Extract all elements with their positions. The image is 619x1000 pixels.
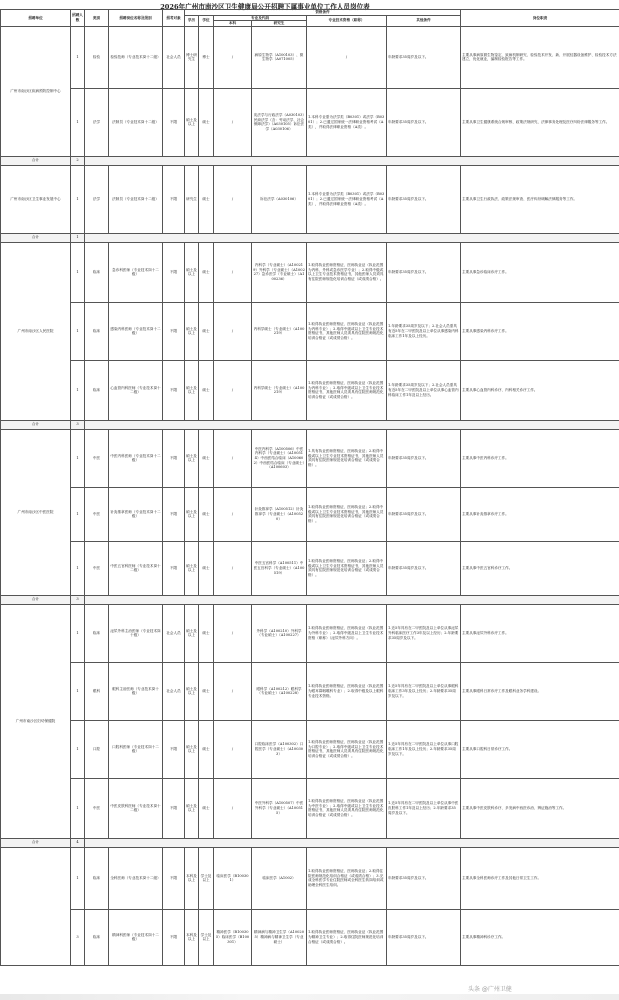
target-cell: 不限 [163, 165, 185, 233]
table-row [1, 720, 619, 778]
target-cell: 不限 [163, 778, 185, 838]
post-cell: 中医五官科医师（专业技术岗十二级） [109, 541, 163, 595]
education-cell: 硕士及以上 [185, 429, 199, 487]
grad-cell: 宪法学与行政法学（A030103）民商法学（含：劳动法学、社会保障法学）（A030105）诉讼法学（A030106） [252, 88, 307, 156]
grad-cell: 眼科学（A100212）眼科学（专业硕士）（A100228） [252, 662, 307, 720]
education-cell: 硕士及以上 [185, 604, 199, 662]
subtotal-count: 2 [71, 156, 85, 165]
duty-cell: 主要从事全科医师诊疗工作及其他日常卫生工作。 [461, 847, 619, 909]
grad-cell: 病原生物学（A100103）、微生物学（A071005） [252, 26, 307, 88]
table-row [1, 26, 619, 88]
unit-cell: 广州市南沙区卫生事业发展中心 [1, 165, 71, 233]
duty-cell: 主要从事卫生行政执法、政策法规审查、医疗纠纷调解法律服务等工作。 [461, 165, 619, 233]
degree-cell: 硕士 [199, 360, 214, 420]
education-cell: 博士研究生 [185, 26, 199, 88]
other-cell: 年龄要求35周岁及以下。 [387, 541, 461, 595]
education-cell: 本科及以上 [185, 847, 199, 909]
header-grad: 研究生 [252, 21, 307, 27]
target-cell: 不限 [163, 242, 185, 302]
category-cell: 中医 [85, 778, 109, 838]
cert-cell: 1.取得执业医师资格证、医师执业证；2.取得中级或以上卫生专业技术资格证书，其他医师人员须具有住院医师规范化培训合格证（或成绩合格）。 [307, 541, 387, 595]
grad-cell: 内科学（专业硕士）（A100219）外科学（专业硕士）（A100227）急诊医学（专业硕士）（A100236） [252, 242, 307, 302]
target-cell: 社会人员 [163, 662, 185, 720]
undergrad-cell: / [214, 165, 252, 233]
degree-cell: 硕士 [199, 165, 214, 233]
count-cell: 1 [71, 541, 85, 595]
post-cell: 泌尿外科主治医师（专业技术岗十级） [109, 604, 163, 662]
duty-cell: 主要从事感染内科诊疗工作。 [461, 302, 619, 360]
cert-cell: / [307, 26, 387, 88]
cert-cell: 1.取得执业医师资格证、医师执业证；2.取得中级或以上卫生专业技术资格证书，其他医师人员须具有住院医师规范化培训合格证（或成绩合格）。 [307, 487, 387, 541]
duty-cell: 主要从事中医内科诊疗工作。 [461, 429, 619, 487]
unit-cell: 广州市南沙区疾病预防控制中心 [1, 26, 71, 156]
category-cell: 临床 [85, 360, 109, 420]
category-cell: 临床 [85, 242, 109, 302]
degree-cell: 硕士 [199, 604, 214, 662]
watermark: 头条 @广州卫健 [468, 986, 512, 993]
subtotal-count: 4 [71, 838, 85, 847]
target-cell: 社会人员 [163, 604, 185, 662]
undergrad-cell: / [214, 487, 252, 541]
undergrad-cell: / [214, 604, 252, 662]
post-cell: 口腔科医师（专业技术岗十二级） [109, 720, 163, 778]
cert-cell: 1.取得执业医师资格证、医师执业证（执业范围为内科专业）；2.取得中级或以上卫生专业技术资格证书，其他医师人员须具有住院医师规范化培训合格证（或成绩合格）。 [307, 360, 387, 420]
header-count: 招聘人数 [71, 10, 85, 27]
education-cell: 硕士及以上 [185, 778, 199, 838]
subtotal-label: 合计 [1, 233, 71, 242]
other-cell: 1.近5年具有在二甲医院及以上单位从事泌尿外科临床医疗工作3年及以上经历；2.年龄要求35周岁及以下。 [387, 604, 461, 662]
category-cell: 中医 [85, 541, 109, 595]
undergrad-cell: / [214, 360, 252, 420]
count-cell: 1 [71, 487, 85, 541]
degree-cell: 硕士 [199, 720, 214, 778]
undergrad-cell: / [214, 302, 252, 360]
grad-cell: 临床医学（A1002） [252, 847, 307, 909]
table-row [1, 360, 619, 420]
post-cell: 检验技师（专业技术岗十二级） [109, 26, 163, 88]
count-cell: 1 [71, 88, 85, 156]
other-cell: 1.近5年具有在二甲医院及以上单位从事眼科临床工作3年及以上经历；2.年龄要求35周岁及以下。 [387, 662, 461, 720]
undergrad-cell: / [214, 88, 252, 156]
other-cell: 年龄要求35周岁及以下。 [387, 26, 461, 88]
duty-cell: 主要从事针灸推拿诊疗工作。 [461, 487, 619, 541]
grad-cell: 内科学硕士（专业硕士）（A100219） [252, 360, 307, 420]
unit-cell [1, 847, 71, 965]
count-cell: 3 [71, 909, 85, 965]
education-cell: 硕士及以上 [185, 487, 199, 541]
degree-cell: 硕士 [199, 662, 214, 720]
bottom-blur-strip [0, 994, 619, 1000]
grad-cell: 口腔临床医学（A100302）口腔医学（专业硕士）（A100303） [252, 720, 307, 778]
cert-cell: 1.取得执业医师资格证、医师执业证（执业范围为内科、外科或急诊医学专业）；2.取得中级或以上卫生专业技术资格证书，其他医师人员须具有住院医师规范化培训合格证（或成绩合格）。 [307, 242, 387, 302]
cert-cell: 1.具有执业医师资格证、医师执业证；2.取得中级或以上卫生专业技术资格证书，其他医师人员须具有住院医师规范化培训合格证（或成绩合格）。 [307, 429, 387, 487]
degree-cell: 硕士 [199, 778, 214, 838]
grad-cell: 中医外科学（A100507）中医外科学（专业硕士）（A100515） [252, 778, 307, 838]
cert-cell: 1.本科专业需为法学类（B0301）或法学（B0301）；2.已通过国家统一法律职业资格考试（A类），并取得法律职业资格（A类）。 [307, 88, 387, 156]
other-cell: 1.近5年具有在二甲医院及以上单位从事口腔临床工作1年及以上经历；2.年龄要求35周岁及以下。 [387, 720, 461, 778]
table-row [1, 847, 619, 909]
education-cell: 硕士及以上 [185, 88, 199, 156]
duty-cell: 主要从事眼科日常诊疗工作及眼科业务学科建设。 [461, 662, 619, 720]
subtotal-label: 合计 [1, 838, 71, 847]
category-cell: 临床 [85, 909, 109, 965]
degree-cell: 硕士 [199, 302, 214, 360]
duty-cell: 主要从事心血管内科诊疗、内科相关诊疗工作。 [461, 360, 619, 420]
subtotal-label: 合计 [1, 595, 71, 604]
post-cell: 中医皮肤科医师（专业技术岗十二级） [109, 778, 163, 838]
post-cell: 全科医师（专业技术岗十二级） [109, 847, 163, 909]
degree-cell: 硕士 [199, 429, 214, 487]
other-cell: 年龄要求35周岁及以下。 [387, 909, 461, 965]
target-cell: 不限 [163, 302, 185, 360]
degree-cell: 博士 [199, 26, 214, 88]
duty-cell: 主要从事病原微生物鉴定、致病机制研究、检验技术开发、新、开展仪器设备维护、检验技术方法建立，优化就业，编制检验报告等工作。 [461, 26, 619, 88]
other-cell: 年龄要求35周岁及以下。 [387, 847, 461, 909]
education-cell: 硕士及以上 [185, 360, 199, 420]
duty-cell: 主要从事中医五官科诊疗工作。 [461, 541, 619, 595]
education-cell: 研究生 [185, 165, 199, 233]
grad-cell: 中医内科学（A100506）中医内科学（专业硕士）（A100514）中西医结合临床（A100602）中西医结合临床（专业硕士）（A100603） [252, 429, 307, 487]
category-cell: 中医 [85, 429, 109, 487]
grad-cell: 外科学（A100210）外科学（专业硕士）（A100227） [252, 604, 307, 662]
table-row [1, 909, 619, 965]
header-target: 招考对象 [163, 10, 185, 27]
duty-cell: 主要从事中医皮肤科诊疗、多发病中西医诊治、辨证施治等工作。 [461, 778, 619, 838]
header-major: 专业及代码 [214, 15, 307, 21]
duty-cell: 主要从事泌尿外科诊疗工作。 [461, 604, 619, 662]
degree-cell: 硕士 [199, 242, 214, 302]
education-cell: 本科及以上 [185, 909, 199, 965]
subtotal-label: 合计 [1, 420, 71, 429]
category-cell: 口腔 [85, 720, 109, 778]
subtotal-row [1, 233, 619, 242]
education-cell: 硕士及以上 [185, 541, 199, 595]
header-unit: 招聘单位 [1, 10, 71, 27]
degree-cell: 学士及以上 [199, 909, 214, 965]
category-cell: 检验 [85, 26, 109, 88]
count-cell: 1 [71, 165, 85, 233]
target-cell: 社会人员 [163, 26, 185, 88]
cert-cell: 1.取得执业医师资格证、医师执业证（执业范围为眼耳鼻咽喉科专业）；2.取得中级及以上眼科专业技术资格。 [307, 662, 387, 720]
grad-cell: 内科学硕士（专业硕士）（A100219） [252, 302, 307, 360]
grad-cell: 精神病与精神卫生学（A100205）精神病与精神卫生学（专业硕士） [252, 909, 307, 965]
count-cell: 1 [71, 360, 85, 420]
document-title: 2026年广州市南沙区卫生健康局公开招聘下属事业单位工作人员岗位表 [160, 3, 370, 11]
table-row [1, 604, 619, 662]
post-cell: 法制员（专业技术岗十二级） [109, 88, 163, 156]
count-cell: 1 [71, 242, 85, 302]
subtotal-count: 3 [71, 595, 85, 604]
cert-cell: 1.取得执业医师资格证、医师执业证（执业范围为内科专业）；2.取得中级或以上卫生专业技术资格证书，其他医师人员须具有住院医师规范化培训合格证（或成绩合格）。 [307, 302, 387, 360]
header-duty: 岗位职责 [461, 10, 619, 27]
target-cell: 不限 [163, 360, 185, 420]
subtotal-row [1, 156, 619, 165]
post-cell: 心血管内科医师（专业技术岗十二级） [109, 360, 163, 420]
unit-cell: 广州市南沙区人民医院 [1, 242, 71, 420]
grad-cell: 中医五官科学（A100511）中医五官科学（专业硕士）（A100519） [252, 541, 307, 595]
cert-cell: 1.取得执业医师资格证、医师执业证（执业范围为精神卫生专业）；2.取得住院医师规范化培训合格证（或成绩合格）。 [307, 909, 387, 965]
other-cell: 1.近5年具有在二甲医院及以上单位从事中医皮肤科工作1年及以上经历；2.年龄要求35周岁及以下。 [387, 778, 461, 838]
table-row [1, 165, 619, 233]
target-cell: 不限 [163, 487, 185, 541]
header-category: 类别 [85, 10, 109, 27]
undergrad-cell: 精神医学（B100305）临床医学（B100301） [214, 909, 252, 965]
other-cell: 年龄要求35周岁及以下。 [387, 242, 461, 302]
table-row [1, 487, 619, 541]
table-row [1, 302, 619, 360]
category-cell: 眼科 [85, 662, 109, 720]
undergrad-cell: / [214, 778, 252, 838]
undergrad-cell: 临床医学（B100301） [214, 847, 252, 909]
undergrad-cell: / [214, 429, 252, 487]
header-other: 其他条件 [387, 15, 461, 26]
header-post: 招聘岗位名称及级别 [109, 10, 163, 27]
target-cell: 不限 [163, 847, 185, 909]
count-cell: 1 [71, 604, 85, 662]
cert-cell: 1.取得执业医师资格证、医师执业证；2.取得住院医师规范化培训合格证（或成绩合格）；3.完成全科医学专业住院医师或全科医生转岗培训或助理全科医生培训。 [307, 847, 387, 909]
undergrad-cell: / [214, 662, 252, 720]
duty-cell: 主要从事精神科诊疗工作。 [461, 909, 619, 965]
count-cell: 1 [71, 847, 85, 909]
other-cell: 年龄要求35周岁及以下。 [387, 487, 461, 541]
post-cell: 法制员（专业技术岗十二级） [109, 165, 163, 233]
target-cell: 不限 [163, 541, 185, 595]
count-cell: 1 [71, 720, 85, 778]
post-cell: 中医内科医师（专业技术岗十二级） [109, 429, 163, 487]
table-row [1, 242, 619, 302]
duty-cell: 主要从事急诊临床诊疗工作。 [461, 242, 619, 302]
category-cell: 临床 [85, 847, 109, 909]
category-cell: 法学 [85, 165, 109, 233]
table-row [1, 88, 619, 156]
count-cell: 1 [71, 778, 85, 838]
undergrad-cell: / [214, 541, 252, 595]
duty-cell: 主要从事卫生健康系统合规审核、政策法规研究、法律事务处理及医疗纠纷法律服务等工作。 [461, 88, 619, 156]
cert-cell: 1.取得执业医师资格证、医师执业证（执业范围为外科专业）；2.取得中级及以上卫生专业技术资格（职称）（泌尿外科方向）。 [307, 604, 387, 662]
undergrad-cell: / [214, 26, 252, 88]
count-cell: 1 [71, 302, 85, 360]
subtotal-row [1, 595, 619, 604]
duty-cell: 主要从事口腔科日常诊疗工作。 [461, 720, 619, 778]
subtotal-label: 合计 [1, 156, 71, 165]
count-cell: 1 [71, 26, 85, 88]
education-cell: 硕士及以上 [185, 302, 199, 360]
post-cell: 针灸推拿医师（专业技术岗十二级） [109, 487, 163, 541]
post-cell: 感染内科医师（专业技术岗十二级） [109, 302, 163, 360]
undergrad-cell: / [214, 242, 252, 302]
grad-cell: 针灸推拿学（A100512）针灸推拿学（专业硕士）（A100520） [252, 487, 307, 541]
undergrad-cell: / [214, 720, 252, 778]
count-cell: 1 [71, 429, 85, 487]
other-cell: 1.年龄要求35周岁及以下；2.社会人员需具有近5年在二甲医院及以上单位从事感染内科临床工作1年及以上经历。 [387, 302, 461, 360]
degree-cell: 硕士 [199, 541, 214, 595]
header-degree: 学位 [199, 15, 214, 26]
cert-cell: 1.本科专业需为法学类（B0301）或法学（B0301）；2.已通过国家统一法律职业资格考试（A类），并取得法律职业资格（A类）。 [307, 165, 387, 233]
unit-cell: 广州市南沙区中医医院 [1, 429, 71, 595]
count-cell: 1 [71, 662, 85, 720]
post-cell: 精神科医师（专业技术岗十二级） [109, 909, 163, 965]
cert-cell: 1.取得执业医师资格证、医师执业证（执业范围为中医专业）；2.取得中级或以上卫生专业技术资格证书，其他医师人员须具有住院医师规范化培训合格证（或成绩合格）。 [307, 778, 387, 838]
header-undergrad: 本科 [214, 21, 252, 27]
category-cell: 法学 [85, 88, 109, 156]
degree-cell: 硕士 [199, 487, 214, 541]
education-cell: 硕士及以上 [185, 720, 199, 778]
header-education: 学历 [185, 15, 199, 26]
cert-cell: 1.取得执业医师资格证、医师执业证（执业范围为口腔专业）；2.取得中级或以上卫生专业技术资格证书，其他医师人员须具有住院医师规范化培训合格证（或成绩合格）。 [307, 720, 387, 778]
header-cert: 专业技术资格（职称） [307, 15, 387, 26]
education-cell: 硕士及以上 [185, 242, 199, 302]
subtotal-row [1, 838, 619, 847]
category-cell: 临床 [85, 604, 109, 662]
subtotal-row [1, 420, 619, 429]
target-cell: 不限 [163, 429, 185, 487]
table-row [1, 541, 619, 595]
target-cell: 不限 [163, 88, 185, 156]
table-row [1, 662, 619, 720]
degree-cell: 硕士 [199, 88, 214, 156]
other-cell: 年龄要求35周岁及以下。 [387, 165, 461, 233]
target-cell: 不限 [163, 720, 185, 778]
unit-cell: 广州市南沙区妇幼保健院 [1, 604, 71, 838]
header-qualification: 资格条件 [185, 10, 461, 16]
subtotal-count: 1 [71, 233, 85, 242]
degree-cell: 学士及以上 [199, 847, 214, 909]
post-cell: 眼科主治医师（专业技术岗十级） [109, 662, 163, 720]
other-cell: 年龄要求35周岁及以下。 [387, 429, 461, 487]
grad-cell: 诉讼法学（A030106） [252, 165, 307, 233]
category-cell: 中医 [85, 487, 109, 541]
target-cell: 不限 [163, 909, 185, 965]
post-cell: 急诊科医师（专业技术岗十二级） [109, 242, 163, 302]
other-cell: 1.年龄要求35周岁及以下；2.社会人员需具有近5年在二甲医院及以上单位从事心血管内科临床工作1年及以上经历。 [387, 360, 461, 420]
subtotal-count: 3 [71, 420, 85, 429]
table-row [1, 429, 619, 487]
other-cell: 年龄要求35周岁及以下。 [387, 88, 461, 156]
table-row [1, 778, 619, 838]
recruitment-table [0, 9, 619, 966]
category-cell: 临床 [85, 302, 109, 360]
education-cell: 硕士及以上 [185, 662, 199, 720]
